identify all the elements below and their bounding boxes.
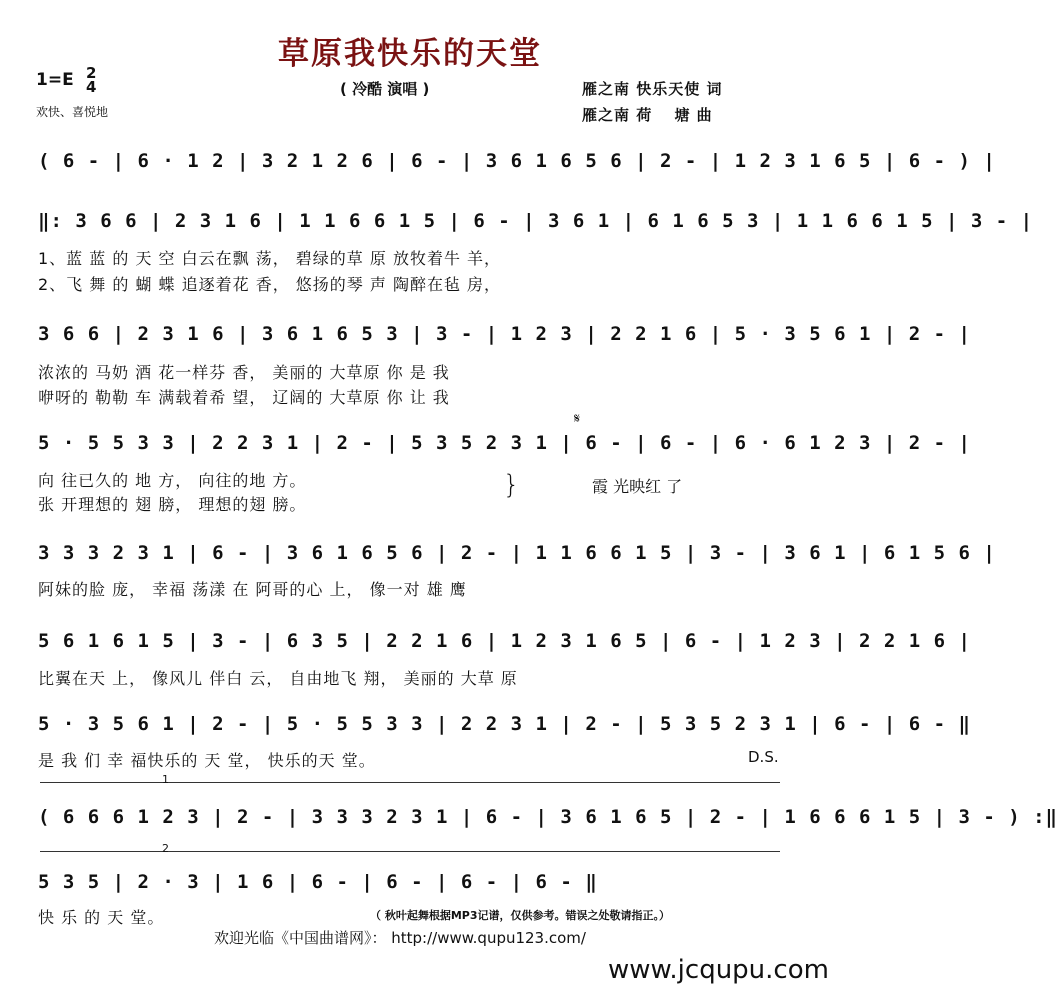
lyric-line: 2、飞 舞 的 蝴 蝶 追逐着花 香， 悠扬的琴 声 陶醉在毡 房， xyxy=(38,275,502,294)
notation-line-chorus-1: 3 3 3 2 3 1 | 6 - | 3 6 1 6 5 6 | 2 - | 1 1 6 6 1 5 | 3 - | 3 6 1 | 6 1 5 6 | xyxy=(38,542,996,564)
verse-brace-icon: } xyxy=(503,470,520,500)
transcriber-note: （ 秋叶起舞根据MP3记谱，仅供参考。错误之处敬请指正。） xyxy=(370,909,670,922)
lyricist-credit: 雁之南 快乐天使 词 xyxy=(582,80,723,98)
notation-line-verse-2: 3 6 6 | 2 3 1 6 | 3 6 1 6 5 3 | 3 - | 1 2 3 | 2 2 1 6 | 5 · 3 5 6 1 | 2 - | xyxy=(38,323,971,345)
notation-line-chorus-3: 5 · 3 5 6 1 | 2 - | 5 · 5 5 3 3 | 2 2 3 1 | 2 - | 5 3 5 2 3 1 | 6 - | 6 - ‖ xyxy=(38,713,971,735)
composer-credit: 雁之南 荷 塘 曲 xyxy=(582,106,713,124)
lyric-line: 是 我 们 幸 福快乐的 天 堂， 快乐的天 堂。 xyxy=(38,751,376,770)
lyric-line: 向 往已久的 地 方， 向往的地 方。 xyxy=(38,471,307,490)
notation-line-intro: ( 6 - | 6 · 1 2 | 3 2 1 2 6 | 6 - | 3 6 1 6 5 6 | 2 - | 1 2 3 1 6 5 | 6 - ) | xyxy=(38,150,996,172)
lyric-line: 快 乐 的 天 堂。 xyxy=(38,908,165,927)
lyric-line: 1、蓝 蓝 的 天 空 白云在飘 荡， 碧绿的草 原 放牧着牛 羊， xyxy=(38,249,502,268)
notation-line-chorus-2: 5 6 1 6 1 5 | 3 - | 6 3 5 | 2 2 1 6 | 1 2 3 1 6 5 | 6 - | 1 2 3 | 2 2 1 6 | xyxy=(38,630,971,652)
notation-line-ending-2: 5 3 5 | 2 · 3 | 1 6 | 6 - | 6 - | 6 - | 6 - ‖ xyxy=(38,871,598,893)
volta-bracket-2 xyxy=(40,842,780,855)
footer-link-text: 欢迎光临《中国曲谱网》： http://www.qupu123.com/ xyxy=(214,929,586,947)
lyric-line: 张 开理想的 翅 膀， 理想的翅 膀。 xyxy=(38,495,307,514)
key-signature: 1=E xyxy=(36,70,74,90)
lyric-line: 阿妹的脸 庞， 幸福 荡漾 在 阿哥的心 上， 像一对 雄 鹰 xyxy=(38,580,467,599)
time-signature xyxy=(86,66,96,94)
volta-bracket-1 xyxy=(40,773,780,786)
volta-number: 2 xyxy=(162,842,169,855)
tempo-marking: 欢快、喜悦地 xyxy=(36,105,109,119)
notation-line-ending-1: ( 6 6 6 1 2 3 | 2 - | 3 3 3 2 3 1 | 6 - | 3 6 1 6 5 | 2 - | 1 6 6 6 1 5 | 3 - ) :‖ xyxy=(38,806,1058,828)
watermark: www.jcqupu.com xyxy=(608,955,829,985)
page-title: 草原我快乐的天堂 xyxy=(278,36,542,72)
volta-number: 1 xyxy=(162,773,169,786)
dal-segno-marking: D.S. xyxy=(748,748,779,766)
time-top: 2 xyxy=(86,64,97,82)
notation-line-verse-3: 5 · 5 5 3 3 | 2 2 3 1 | 2 - | 5 3 5 2 3 1 | 6 - | 6 - | 6 · 6 1 2 3 | 2 - | xyxy=(38,432,971,454)
notation-line-verse-1: ‖: 3 6 6 | 2 3 1 6 | 1 1 6 6 1 5 | 6 - | 3 6 1 | 6 1 6 5 3 | 1 1 6 6 1 5 | 3 - | xyxy=(38,210,1034,232)
singer-credit: ( 冷酷 演唱 ) xyxy=(340,80,430,98)
lyric-line: 比翼在天 上， 像风儿 伴白 云， 自由地飞 翔， 美丽的 大草 原 xyxy=(38,669,518,688)
lyric-continuation: 霞 光映红 了 xyxy=(592,477,683,496)
lyric-line: 咿呀的 勒勒 车 满载着希 望， 辽阔的 大草原 你 让 我 xyxy=(38,388,450,407)
lyric-line: 浓浓的 马奶 酒 花一样芬 香， 美丽的 大草原 你 是 我 xyxy=(38,363,450,382)
segno-icon: 𝄋 xyxy=(574,411,581,427)
time-bottom: 4 xyxy=(86,78,97,96)
